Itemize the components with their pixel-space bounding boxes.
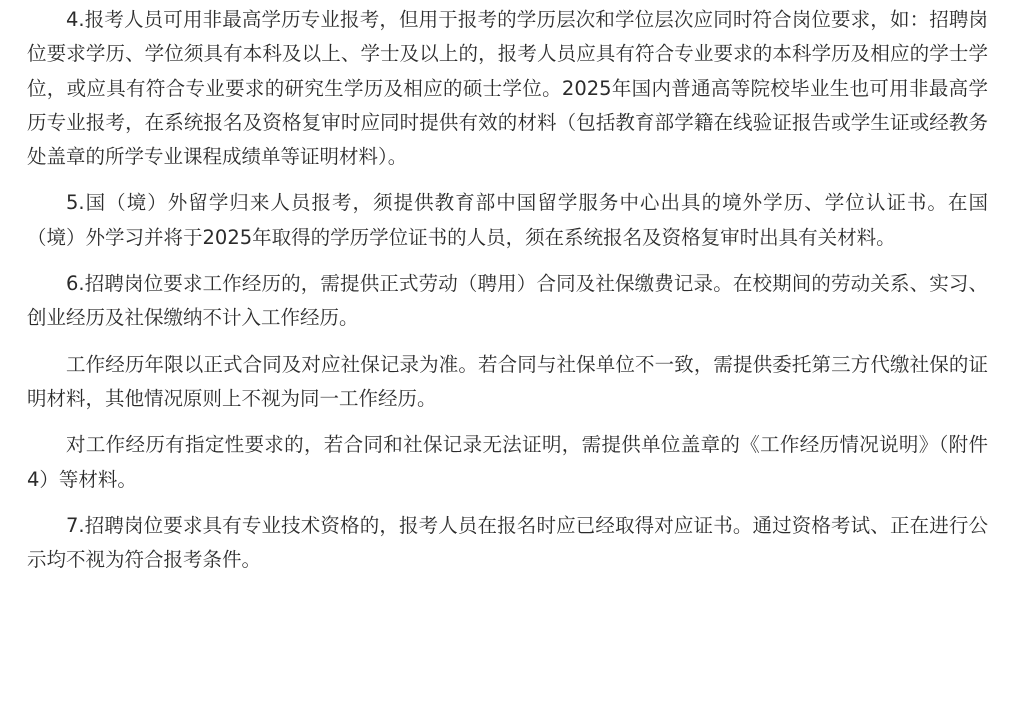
- paragraph-item-4-education-level: 4.报考人员可用非最高学历专业报考，但用于报考的学历层次和学位层次应同时符合岗位要求，如：招聘岗位要求学历、学位须具有本科及以上、学士及以上的，报考人员应具有符合专业要求的本科学历及相应的学士学位，或应具有符合专业要求的研究生学历及相应的硕士学位。2025年国内普通高等院校毕业生也可用非最高学历专业报考，在系统报名及资格复审时应同时提供有效的材料（包括教育部学籍在线验证报告或学生证或经教务处盖章的所学专业课程成绩单等证明材料）。: [27, 8, 988, 169]
- paragraph-work-experience-duration: 工作经历年限以正式合同及对应社保记录为准。若合同与社保单位不一致，需提供委托第三方代缴社保的证明材料，其他情况原则上不视为同一工作经历。: [27, 352, 988, 410]
- paragraph-item-5-overseas-returnees: 5.国（境）外留学归来人员报考，须提供教育部中国留学服务中心出具的境外学历、学位认证书。在国（境）外学习并将于2025年取得的学历学位证书的人员，须在系统报名及资格复审时出具有关材料。: [27, 191, 988, 249]
- paragraph-item-7-professional-qualification: 7.招聘岗位要求具有专业技术资格的，报考人员在报名时应已经取得对应证书。通过资格考试、正在进行公示均不视为符合报考条件。: [27, 513, 988, 572]
- document-page: [0, 3, 1018, 717]
- paragraph-specified-work-experience: 对工作经历有指定性要求的，若合同和社保记录无法证明，需提供单位盖章的《工作经历情况说明》（附件4）等材料。: [27, 433, 988, 491]
- paragraph-item-6-work-experience: 6.招聘岗位要求工作经历的，需提供正式劳动（聘用）合同及社保缴费记录。在校期间的劳动关系、实习、创业经历及社保缴纳不计入工作经历。: [27, 272, 988, 330]
